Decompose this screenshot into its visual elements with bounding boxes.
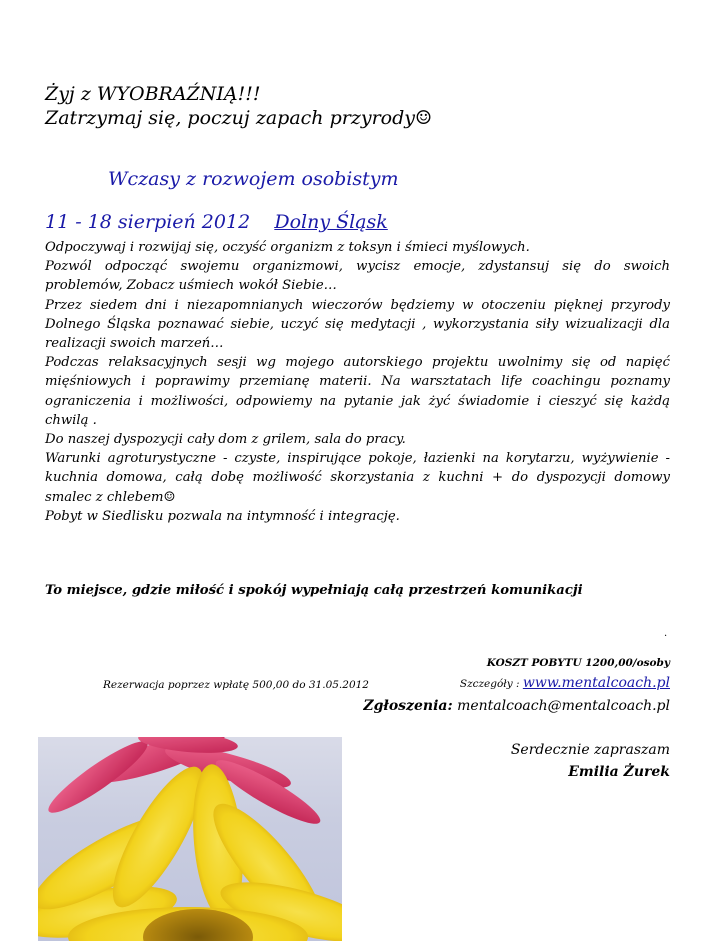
cost-line: KOSZT POBYTU 1200,00/osoby [486, 657, 670, 669]
date-range: 11 - 18 sierpień 2012 [45, 211, 251, 233]
motto: To miejsce, gdzie miłość i spokój wypełniają całą przestrzeń komunikacji [45, 583, 583, 598]
website-link[interactable]: www.mentalcoach.pl [522, 675, 670, 691]
applications-label: Zgłoszenia: [363, 698, 453, 714]
subtitle: Wczasy z rozwojem osobistym [108, 168, 399, 190]
dot-mark: . [664, 628, 668, 639]
details-line [460, 675, 670, 691]
flower-image-icon [38, 737, 342, 941]
paragraph: Odpoczywaj i rozwijaj się, oczyść organizm z toksyn i śmieci myślowych. [45, 240, 530, 255]
paragraph: Warunki agroturystyczne - czyste, inspirujące pokoje, łazienki na korytarzu, wyżywienie -kuchnia domowa, całą dobę możliwość skorzystania z kuchni + do dyspozycji domowy smalec z chlebem☺ [45, 451, 670, 505]
paragraph: Do naszej dyspozycji cały dom z grilem, sala do pracy. [45, 432, 406, 448]
paragraph: Pozwól odpocząć swojemu organizmowi, wycisz emocje, zdystansuj się do swoich problemów, Zobacz uśmiech wokół Siebie… [45, 259, 670, 294]
description-body [45, 238, 670, 526]
signature: Emilia Żurek [568, 764, 670, 780]
applications-line [363, 698, 670, 714]
heading-line-1: Żyj z WYOBRAŹNIĄ!!! [45, 83, 261, 105]
invite-text: Serdecznie zapraszam [510, 742, 670, 758]
heading-line-2: Zatrzymaj się, poczuj zapach przyrody☺ [45, 107, 433, 129]
date-line [45, 211, 388, 233]
paragraph: Przez siedem dni i niezapomnianych wieczorów będziemy w otoczeniu pięknej przyrody Dolnego Śląska poznawać siebie, uczyć się medytacji , wykorzystania siły wizualizacji dla realizacji swoich marzeń… [45, 297, 670, 352]
details-label: Szczegóły : [459, 678, 523, 690]
email-address: mentalcoach@mentalcoach.pl [457, 698, 670, 714]
flower-photo [38, 737, 342, 941]
reservation-line: Rezerwacja poprzez wpłatę 500,00 do 31.05.2012 [103, 679, 369, 691]
paragraph: Podczas relaksacyjnych sesji wg mojego autorskiego projektu uwolnimy się od napięć mięśniowych i poprawimy przemianę materii. Na warsztatach life coachingu poznamy ograniczenia i możliwości, odpowiemy na pytanie jak żyć świadomie i cieszyć się każdą chwilą . [45, 355, 670, 428]
date-place: Dolny Śląsk [274, 211, 388, 233]
paragraph: Pobyt w Siedlisku pozwala na intymność i integrację. [45, 508, 400, 524]
